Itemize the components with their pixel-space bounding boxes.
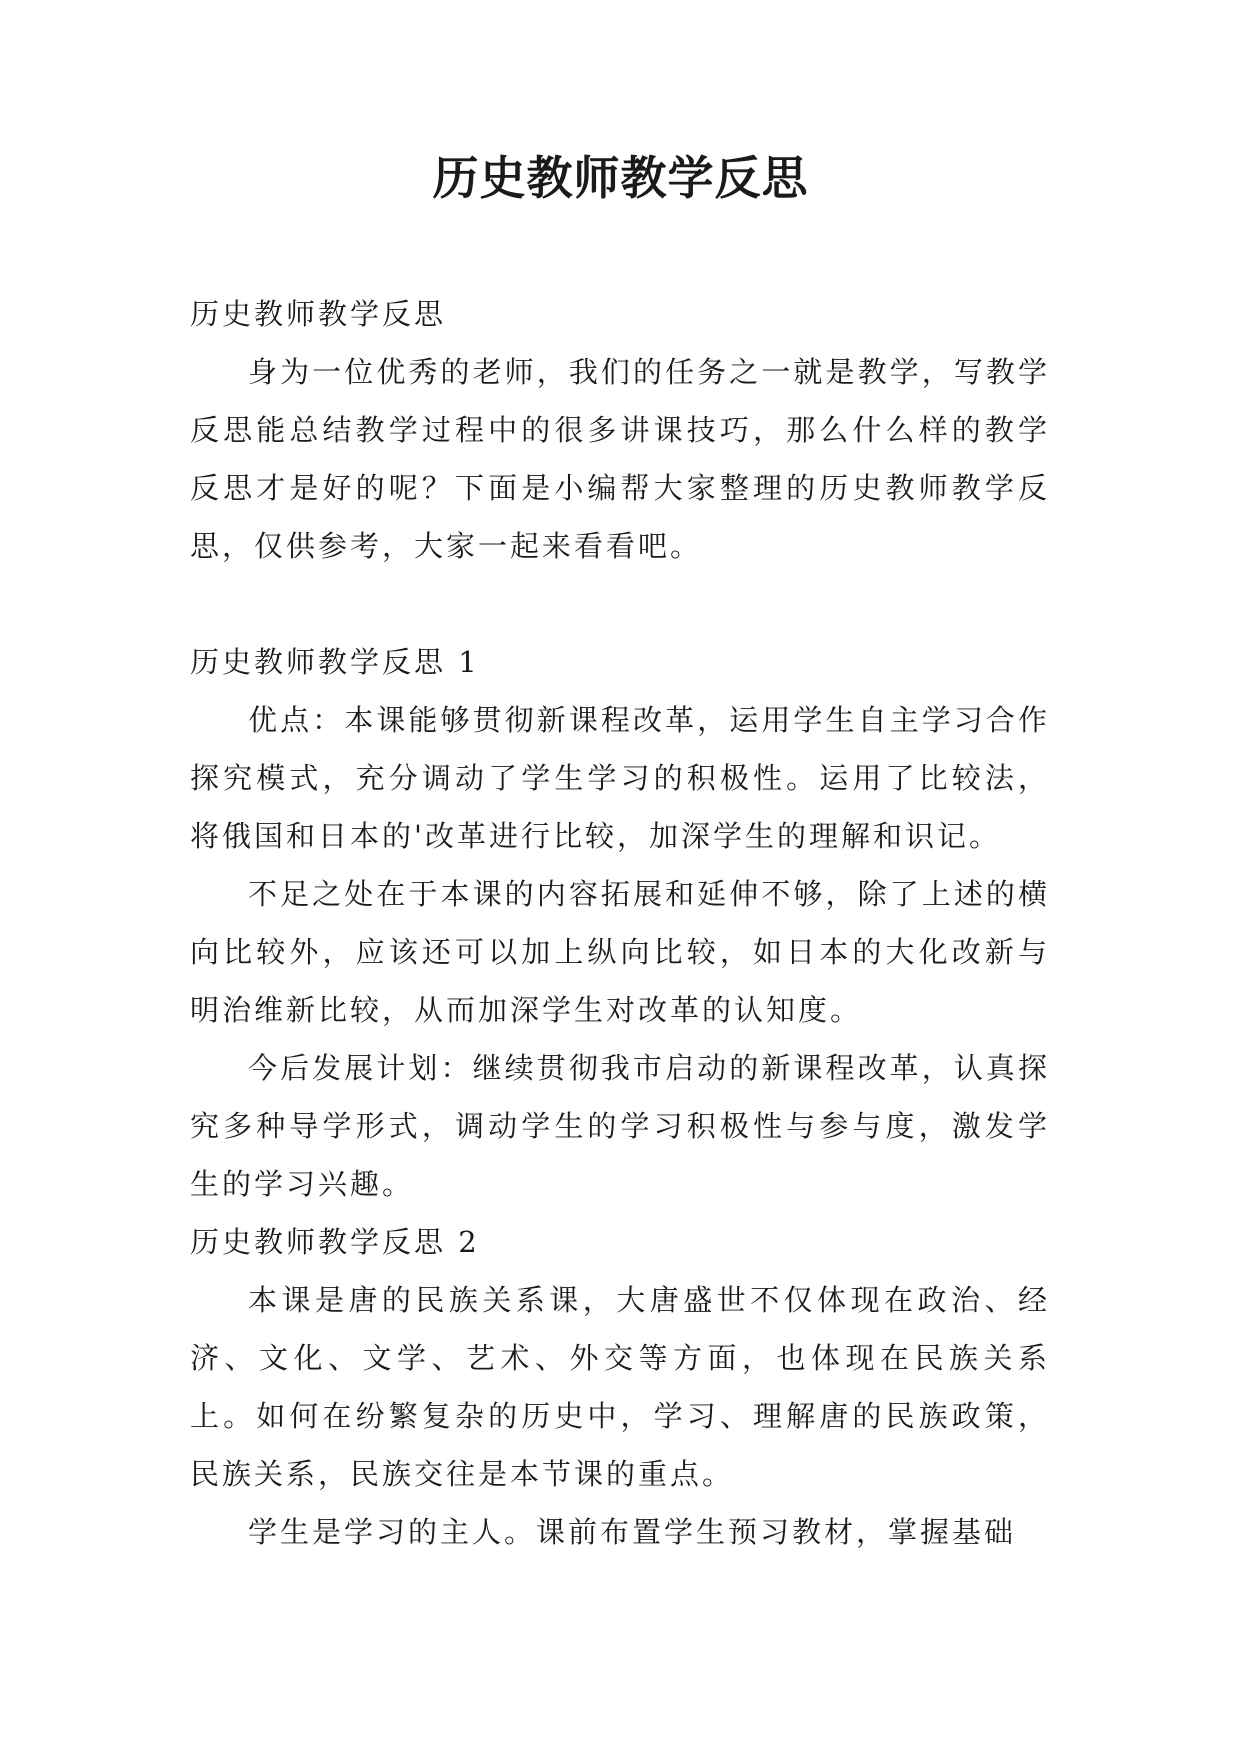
section-2-paragraph-2: 学生是学习的主人。课前布置学生预习教材，掌握基础 xyxy=(248,1515,1017,1549)
section-spacer xyxy=(190,575,1050,633)
intro-paragraph: 身为一位优秀的老师，我们的任务之一就是教学，写教学反思能总结教学过程中的很多讲课技巧，那么什么样的教学反思才是好的呢？下面是小编帮大家整理的历史教师教学反思，仅供参考，大家一起来看看吧。 xyxy=(190,355,1050,563)
section-2-heading: 历史教师教学反思 2 xyxy=(190,1225,480,1259)
section-1-paragraph-1: 优点：本课能够贯彻新课程改革，运用学生自主学习合作探究模式，充分调动了学生学习的积极性。运用了比较法，将俄国和日本的'改革进行比较，加深学生的理解和识记。 xyxy=(190,703,1050,853)
section-1-paragraph-3: 今后发展计划：继续贯彻我市启动的新课程改革，认真探究多种导学形式，调动学生的学习积极性与参与度，激发学生的学习兴趣。 xyxy=(190,1051,1050,1201)
document-body xyxy=(190,285,1050,1561)
section-1-paragraph-2: 不足之处在于本课的内容拓展和延伸不够，除了上述的横向比较外，应该还可以加上纵向比较，如日本的大化改新与明治维新比较，从而加深学生对改革的认知度。 xyxy=(190,877,1050,1027)
page-title: 历史教师教学反思 xyxy=(432,151,809,205)
intro-heading: 历史教师教学反思 xyxy=(190,297,447,331)
section-2-paragraph-1: 本课是唐的民族关系课，大唐盛世不仅体现在政治、经济、文化、文学、艺术、外交等方面，也体现在民族关系上。如何在纷繁复杂的历史中，学习、理解唐的民族政策，民族关系，民族交往是本节课的重点。 xyxy=(190,1283,1050,1491)
section-1-heading: 历史教师教学反思 1 xyxy=(190,645,480,679)
